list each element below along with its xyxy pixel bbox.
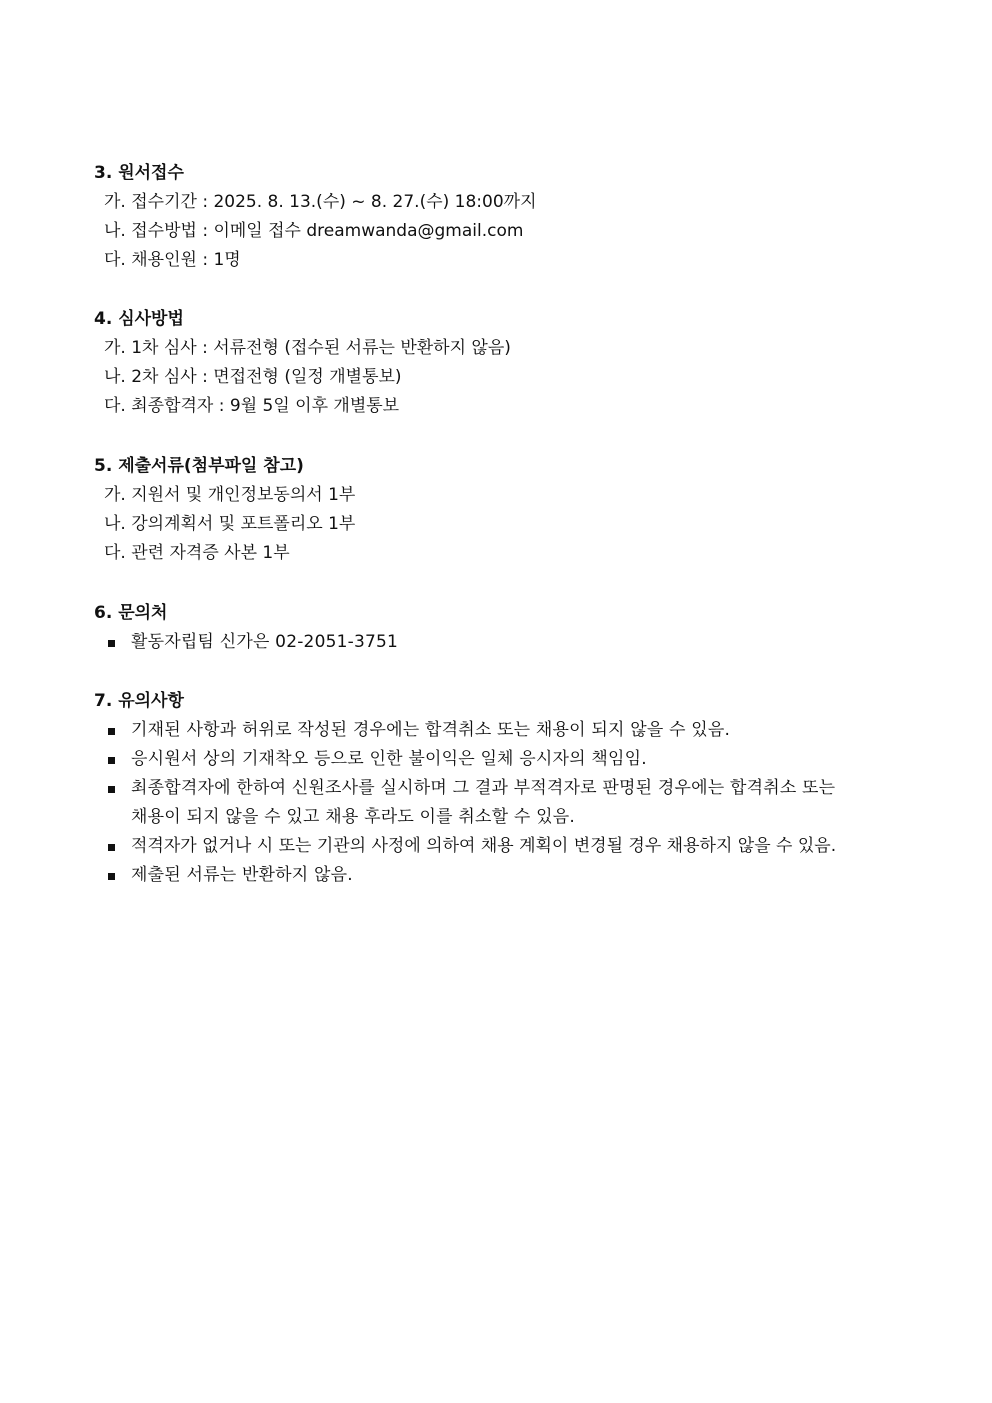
list-item: 나. 2차 심사 : 면접전형 (일정 개별통보) [104,367,402,387]
section-heading: 4. 심사방법 [94,309,184,329]
bullet-text: 적격자가 없거나 시 또는 기관의 사정에 의하여 채용 계획이 변경될 경우 채용하지 않을 수 있음. [131,836,837,856]
section-required-documents [94,452,914,568]
section-heading: 3. 원서접수 [94,163,184,183]
square-bullet-icon [107,861,131,890]
bullet-text: 응시원서 상의 기재착오 등으로 인한 불이익은 일체 응시자의 책임임. [131,749,647,769]
section-contact [94,599,914,657]
bullet-text: 기재된 사항과 허위로 작성된 경우에는 합격취소 또는 채용이 되지 않을 수 있음. [131,720,731,740]
list-item: 가. 1차 심사 : 서류전형 (접수된 서류는 반환하지 않음) [104,338,511,358]
section-heading: 5. 제출서류(첨부파일 참고) [94,456,304,476]
bullet-text: 제출된 서류는 반환하지 않음. [131,865,353,885]
list-item: 다. 채용인원 : 1명 [104,250,241,270]
bullet-item [94,832,914,861]
list-item: 다. 최종합격자 : 9월 5일 이후 개별통보 [104,396,400,416]
bullet-item [94,774,914,832]
section-heading: 6. 문의처 [94,603,168,623]
bullet-item [94,745,914,774]
bullet-text: 최종합격자에 한하여 신원조사를 실시하며 그 결과 부적격자로 판명된 경우에는 합격취소 또는 채용이 되지 않을 수 있고 채용 후라도 이를 취소할 수 있음. [131,778,836,827]
section-screening-method [94,305,914,421]
section-heading: 7. 유의사항 [94,691,184,711]
section-application-submission [94,159,914,275]
list-item: 다. 관련 자격증 사본 1부 [104,543,290,563]
section-notes [94,687,914,890]
bullet-text: 활동자립팀 신가은 02-2051-3751 [131,632,399,652]
list-item: 가. 접수기간 : 2025. 8. 13.(수) ~ 8. 27.(수) 18:00까지 [104,192,537,212]
bullet-item [94,628,914,657]
list-item: 나. 강의계획서 및 포트폴리오 1부 [104,514,356,534]
list-item: 나. 접수방법 : 이메일 접수 dreamwanda@gmail.com [104,221,524,241]
bullet-item [94,861,914,890]
square-bullet-icon [107,745,131,774]
list-item: 가. 지원서 및 개인정보동의서 1부 [104,485,356,505]
square-bullet-icon [107,832,131,861]
square-bullet-icon [107,774,131,803]
bullet-item [94,716,914,745]
square-bullet-icon [107,716,131,745]
square-bullet-icon [107,628,131,657]
